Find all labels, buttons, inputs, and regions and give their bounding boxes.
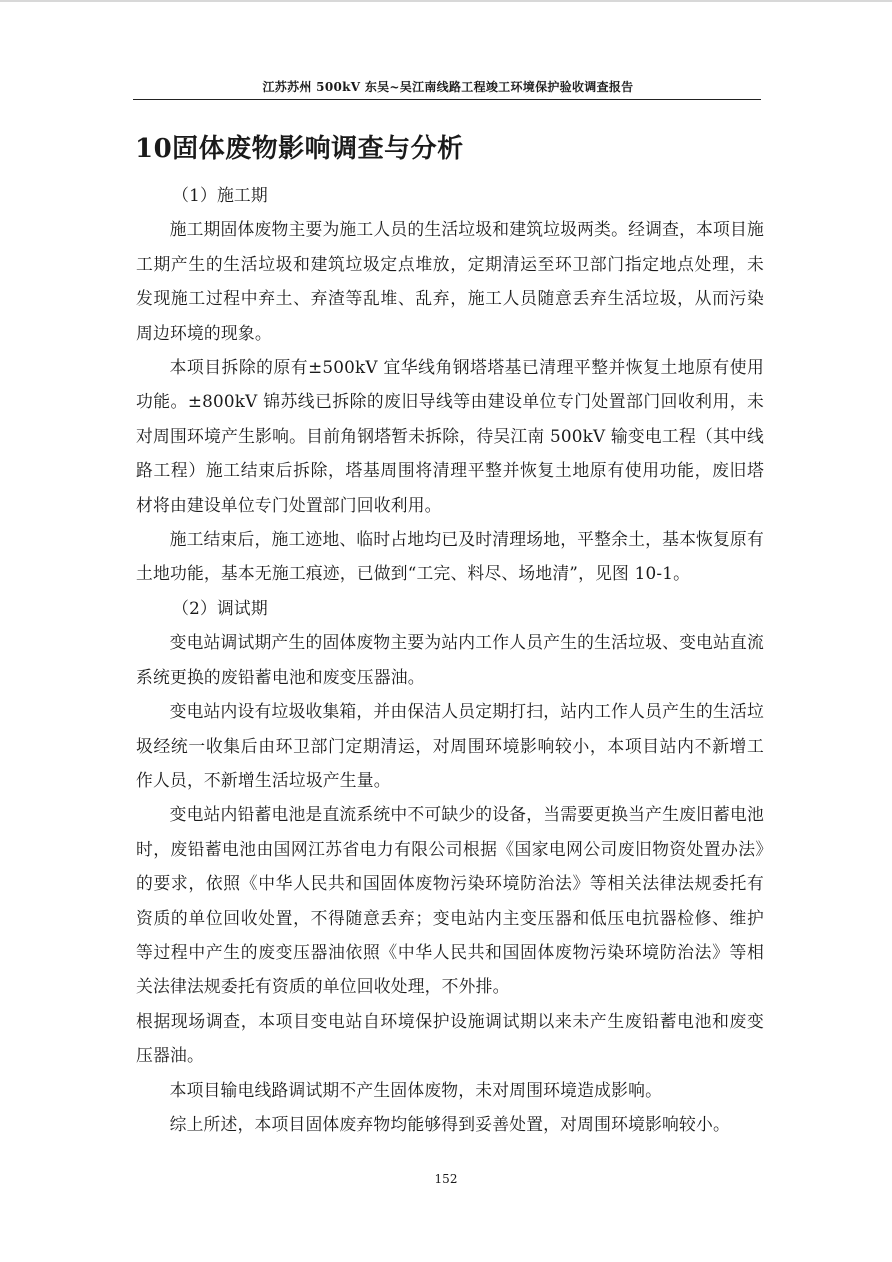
paragraph: 施工结束后，施工迹地、临时占地均已及时清理场地，平整余土，基本恢复原有土地功能，基本无施工痕迹，已做到“工完、料尽、场地清”，见图 10-1。 xyxy=(136,529,764,584)
header-rule xyxy=(133,99,761,100)
paragraph: 根据现场调查，本项目变电站自环境保护设施调试期以来未产生废铅蓄电池和废变压器油。 xyxy=(136,1010,764,1066)
page-top-border xyxy=(0,0,892,2)
paragraph: 变电站调试期产生的固体废物主要为站内工作人员产生的生活垃圾、变电站直流系统更换的废铅蓄电池和废变压器油。 xyxy=(136,632,764,687)
page-number: 152 xyxy=(434,1172,458,1186)
paragraph-conclusion: 综上所述，本项目固体废弃物均能够得到妥善处置，对周围环境影响较小。 xyxy=(169,1113,730,1134)
paragraph: 施工期固体废物主要为施工人员的生活垃圾和建筑垃圾两类。经调查，本项目施工期产生的生活垃圾和建筑垃圾定点堆放，定期清运至环卫部门指定地点处理，未发现施工过程中弃土、弃渣等乱堆、乱弃，施工人员随意丢弃生活垃圾，从而污染周边环境的现象。 xyxy=(136,219,764,343)
paragraph: 本项目输电线路调试期不产生固体废物，未对周围环境造成影响。 xyxy=(169,1079,663,1100)
subheading-construction-period: （1）施工期 xyxy=(172,185,268,205)
paragraph: 变电站内铅蓄电池是直流系统中不可缺少的设备，当需要更换当产生废旧蓄电池时，废铅蓄电池由国网江苏省电力有限公司根据《国家电网公司废旧物资处置办法》的要求，依照《中华人民共和国固体废物污染环境防治法》等相关法律法规委托有资质的单位回收处置，不得随意丢弃；变电站内主变压器和低压电抗器检修、维护等过程中产生的废变压器油依照《中华人民共和国固体废物污染环境防治法》等相关法律法规委托有资质的单位回收处理，不外排。 xyxy=(136,804,764,997)
section-title: 10固体废物影响调查与分析 xyxy=(135,134,464,164)
body-content xyxy=(136,178,764,1141)
running-header: 江苏苏州 500kV 东吴~吴江南线路工程竣工环境保护验收调查报告 xyxy=(262,80,634,94)
subheading-commissioning-period: （2）调试期 xyxy=(172,597,268,618)
paragraph: 变电站内设有垃圾收集箱，并由保洁人员定期打扫，站内工作人员产生的生活垃圾经统一收集后由环卫部门定期清运，对周围环境影响较小，本项目站内不新增工作人员，不新增生活垃圾产生量。 xyxy=(136,701,764,790)
paragraph: 本项目拆除的原有±500kV 宜华线角钢塔塔基已清理平整并恢复土地原有使用功能。±800kV 锦苏线已拆除的废旧导线等由建设单位专门处置部门回收利用，未对周围环境产生影响。目前角钢塔暂未拆除，待吴江南 500kV 输变电工程（其中线路工程）施工结束后拆除，塔基周围将清理平整并恢复土地原有使用功能，废旧塔材将由建设单位专门处置部门回收利用。 xyxy=(136,357,764,515)
